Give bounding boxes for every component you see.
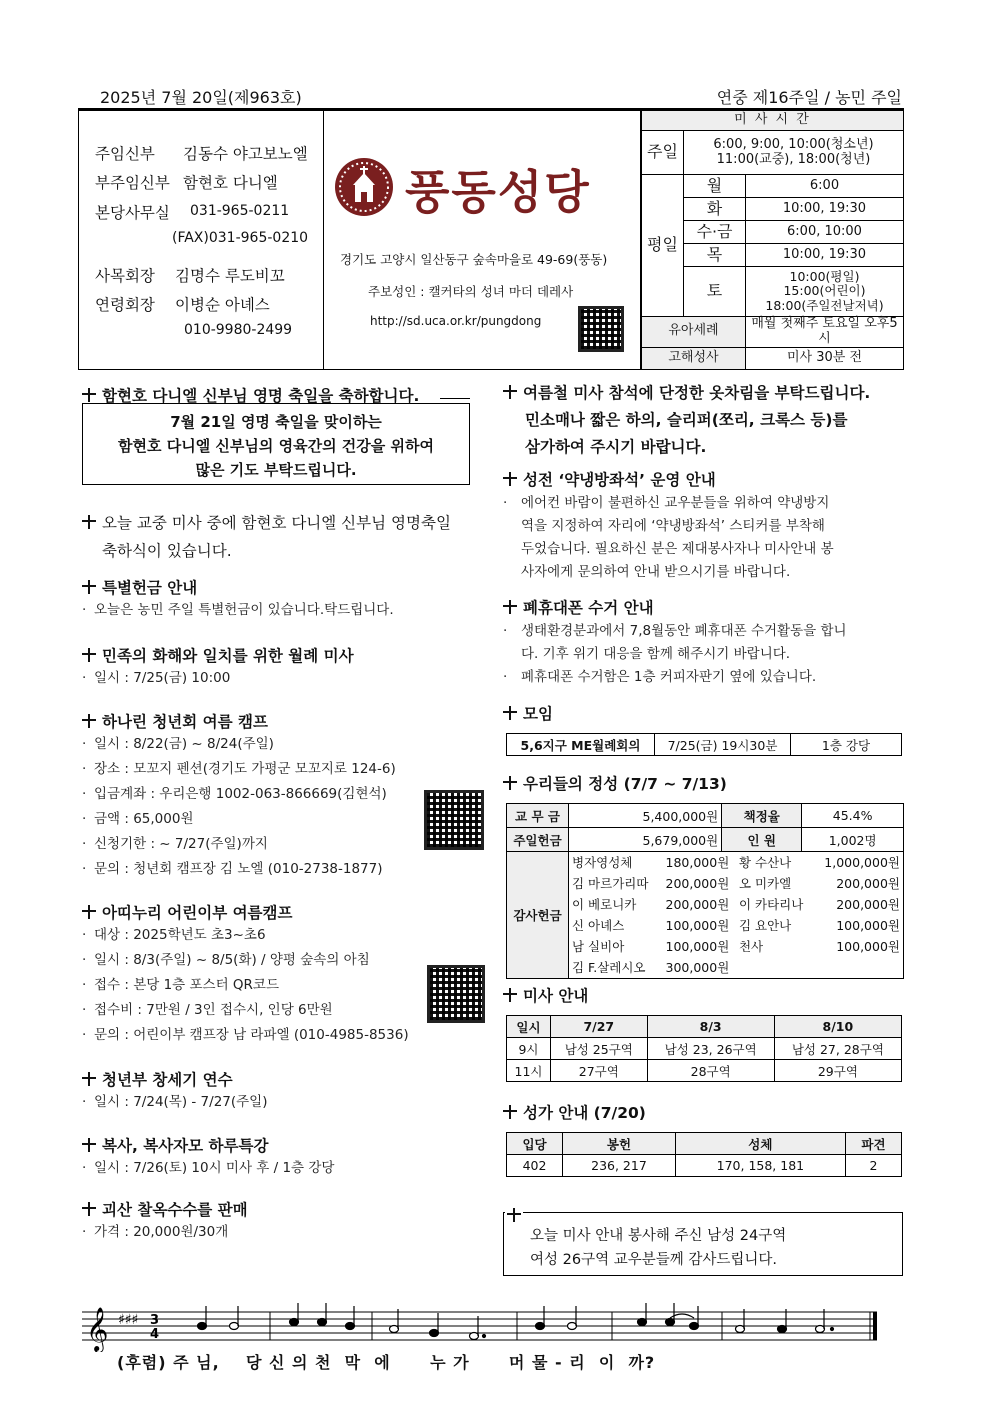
- youth-camp-qr-code[interactable]: [424, 790, 484, 850]
- mass-times-title: 미 사 시 간: [642, 111, 904, 131]
- cross-icon: [82, 388, 96, 402]
- time-signature-top: 3: [150, 1313, 160, 1328]
- cross-icon: [82, 580, 96, 594]
- dress-code-notice: 여름철 미사 참석에 단정한 옷차림을 부탁드립니다. 민소매나 짧은 하의, 슬리퍼(쪼리, 크록스 등)를 삼가하여 주시기 바랍니다.: [503, 380, 870, 461]
- cross-icon: [82, 648, 96, 662]
- council-phone: 010-9980-2499: [184, 322, 293, 338]
- mass-times-table: 미 사 시 간 주일 6:00, 9:00, 10:00(청소년) 11:00(교중), 18:00(청년) 평일 월 6:00 화 10:00, 19:30 수·금 6:00, 10:00 목 10:00, 19:30 토 10:00(평일) 15:00(어린이) 18:00(주일전날저녁) 유아세례 매월 첫째주 토요일 오후5시 고해성사 미사 30분 전: [641, 110, 904, 370]
- cross-icon: [503, 600, 517, 614]
- church-name: 풍동성당: [405, 165, 591, 219]
- hymn-guide-title: 성가 안내 (7/20): [503, 1101, 646, 1123]
- sharp-icon: ♯♯♯: [118, 1312, 139, 1328]
- cross-icon: [82, 905, 96, 919]
- mass-guide-title: 미사 안내: [503, 984, 588, 1006]
- cross-icon: [503, 776, 517, 790]
- hymn-table: 입당 봉헌 성체 파견 402 236, 217 170, 158, 181 2: [506, 1132, 902, 1177]
- church-logo: [335, 158, 393, 216]
- staff-assistant: 부주임신부 함현호 다니엘: [95, 174, 278, 192]
- cross-icon: [503, 988, 517, 1002]
- mass-guide-table: 일시 7/27 8/3 8/10 9시 남성 25구역 남성 23, 26구역 남성 27, 28구역 11시 27구역 28구역 29구역: [506, 1015, 902, 1082]
- treble-clef-icon: 𝄞: [86, 1307, 109, 1351]
- offering-section-title: 우리들의 정성 (7/7 ~ 7/13): [503, 772, 727, 794]
- church-address: 경기도 고양시 일산동구 숲속마을로 49-69(풍동): [340, 252, 608, 267]
- liturgical-week: 연중 제16주일 / 농민 주일: [716, 88, 902, 107]
- cross-icon: [503, 385, 517, 399]
- church-emblem-icon: [335, 158, 393, 216]
- music-staff: [82, 1302, 882, 1352]
- cross-icon: [507, 1208, 521, 1222]
- cross-icon: [82, 1072, 96, 1086]
- office-fax: (FAX)031-965-0210: [172, 230, 309, 246]
- cross-icon: [82, 515, 96, 529]
- offering-table: 교 무 금 5,400,000원 책정율 45.4% 주일헌금 5,679,000원 인 원 1,002명 감사헌금 병자영성체 180,000원 황 수산나 1,000,000원 김 마르가리따 200,000원 오 미카엘 200,000원 이 베로니카 200,000원 이 카타리나 200,000원 신 아녜스 100,000원 김 요안나 100,000원 남 실비아 100,000원 천사 100,000원 김 F.살레시오 300,000원: [506, 803, 904, 979]
- kids-camp-qr-code[interactable]: [427, 965, 485, 1023]
- altar-server-lecture-section: 복사, 복사자모 하루특강 · 일시 : 7/26(토) 10시 미사 후 / 1층 강당: [82, 1137, 335, 1176]
- thanks-text: 오늘 미사 안내 봉사해 주신 남성 24구역 여성 26구역 교우분들께 감사드립니다.: [530, 1228, 787, 1268]
- church-patron: 주보성인 : 캘커타의 성녀 마더 데레사: [368, 284, 574, 299]
- time-signature-bottom: 4: [150, 1327, 160, 1342]
- cross-icon: [82, 714, 96, 728]
- meeting-section-title: 모임: [503, 702, 553, 724]
- cross-icon: [503, 1105, 517, 1119]
- cross-icon: [82, 1138, 96, 1152]
- infant-baptism-label: 유아세례: [642, 317, 746, 348]
- office-phone: 031-965-0211: [190, 203, 290, 219]
- feast-notice: 함현호 다니엘 신부님 영명 축일을 축하합니다.: [82, 384, 419, 406]
- cool-seat-section: 성전 ‘약냉방좌석’ 운영 안내 · 에어컨 바람이 불편하신 교우분들을 위하여 약냉방지 역을 지정하여 자리에 ‘약냉방좌석’ 스티커를 부착해 두었습니다. 필요하신 분은 제대봉사자나 미사안내 봉 사자에게 문의하여 안내 받으시기를 바랍니다.: [503, 471, 834, 580]
- phone-recycle-section: 폐휴대폰 수거 안내 · 생태환경분과에서 7,8월동안 폐휴대폰 수거활동을 합니 다. 기후 위기 대응을 함께 해주시기 바랍니다. · 폐휴대폰 수거함은 1층 커피자판기 옆에 있습니다.: [503, 599, 847, 685]
- feast-box: 7월 21일 영명 축일을 맞이하는 함현호 다니엘 신부님의 영육간의 건강을 위하여 많은 기도 부탁드립니다.: [82, 403, 470, 485]
- website-qr-code[interactable]: [578, 306, 624, 352]
- issue-date: 2025년 7월 20일(제963호): [100, 88, 302, 107]
- staff-list: [95, 140, 308, 198]
- council-list: 사목회장 김명수 루도비꼬 연령회장 이병순 아녜스: [95, 267, 285, 314]
- sunday-label: 주일: [642, 131, 684, 175]
- youth-camp-section: 하나린 청년회 여름 캠프 · 일시 : 8/22(금) ~ 8/24(주일) · 장소 : 모꼬지 펜션(경기도 가평군 모꼬지로 124-6) · 입금계좌 : 우리은행 1002-063-866669(김현석) · 금액 : 65,000원 · 신청기한 : ~ 7/27(주일)까지 · 문의 : 청년회 캠프장 김 노엘 (010-2738-1877): [82, 713, 396, 877]
- weekday-label: 평일: [642, 175, 684, 317]
- thanks-offering-list: 병자영성체 180,000원 황 수산나 1,000,000원 김 마르가리따 200,000원 오 미카엘 200,000원 이 베로니카 200,000원 이 카타리나 200,000원 신 아녜스 100,000원 김 요안나 100,000원 남 실비아 100,000원 천사 100,000원 김 F.살레시오 300,000원: [572, 855, 900, 975]
- music-lyrics: (후렴) 주 님, 당 신 의 천 막 에 누 가 머 물 - 리 이 까?: [117, 1353, 656, 1372]
- cross-icon: [503, 472, 517, 486]
- special-offering-section: 특별헌금 안내 · 오늘은 농민 주일 특별헌금이 있습니다.탁드립니다.: [82, 579, 394, 618]
- confession-label: 고해성사: [642, 347, 746, 369]
- genesis-seminar-section: 청년부 창세기 연수 · 일시 : 7/24(목) - 7/27(주일): [82, 1071, 268, 1110]
- thanks-offering-label: 감사헌금: [507, 852, 569, 979]
- peace-mass-section: 민족의 화해와 일치를 위한 월례 미사 · 일시 : 7/25(금) 10:00: [82, 647, 354, 686]
- celebration-notice: 오늘 교중 미사 중에 함현호 다니엘 신부님 영명축일 축하식이 있습니다.: [82, 509, 451, 565]
- cross-icon: [503, 706, 517, 720]
- cross-icon: [82, 1202, 96, 1216]
- kids-camp-section: 아띠누리 어린이부 여름캠프 · 대상 : 2025학년도 초3~초6 · 일시 : 8/3(주일) ~ 8/5(화) / 양평 숲속의 아침 · 접수 : 본당 1층 포스터 QR코드 · 접수비 : 7만원 / 3인 접수시, 인당 6만원 · 문의 : 어린이부 캠프장 남 라파엘 (010-4985-8536): [82, 904, 409, 1043]
- church-url[interactable]: http://sd.uca.or.kr/pungdong: [370, 314, 542, 328]
- office-label: 본당사무실: [95, 204, 170, 222]
- staff-pastor: 주임신부 김동수 야고보노엘: [95, 145, 308, 163]
- corn-sale-section: 괴산 찰옥수수를 판매 · 가격 : 20,000원/30개: [82, 1201, 248, 1240]
- meeting-table: 5,6지구 ME월례회의 7/25(금) 19시30분 1층 강당: [506, 733, 902, 756]
